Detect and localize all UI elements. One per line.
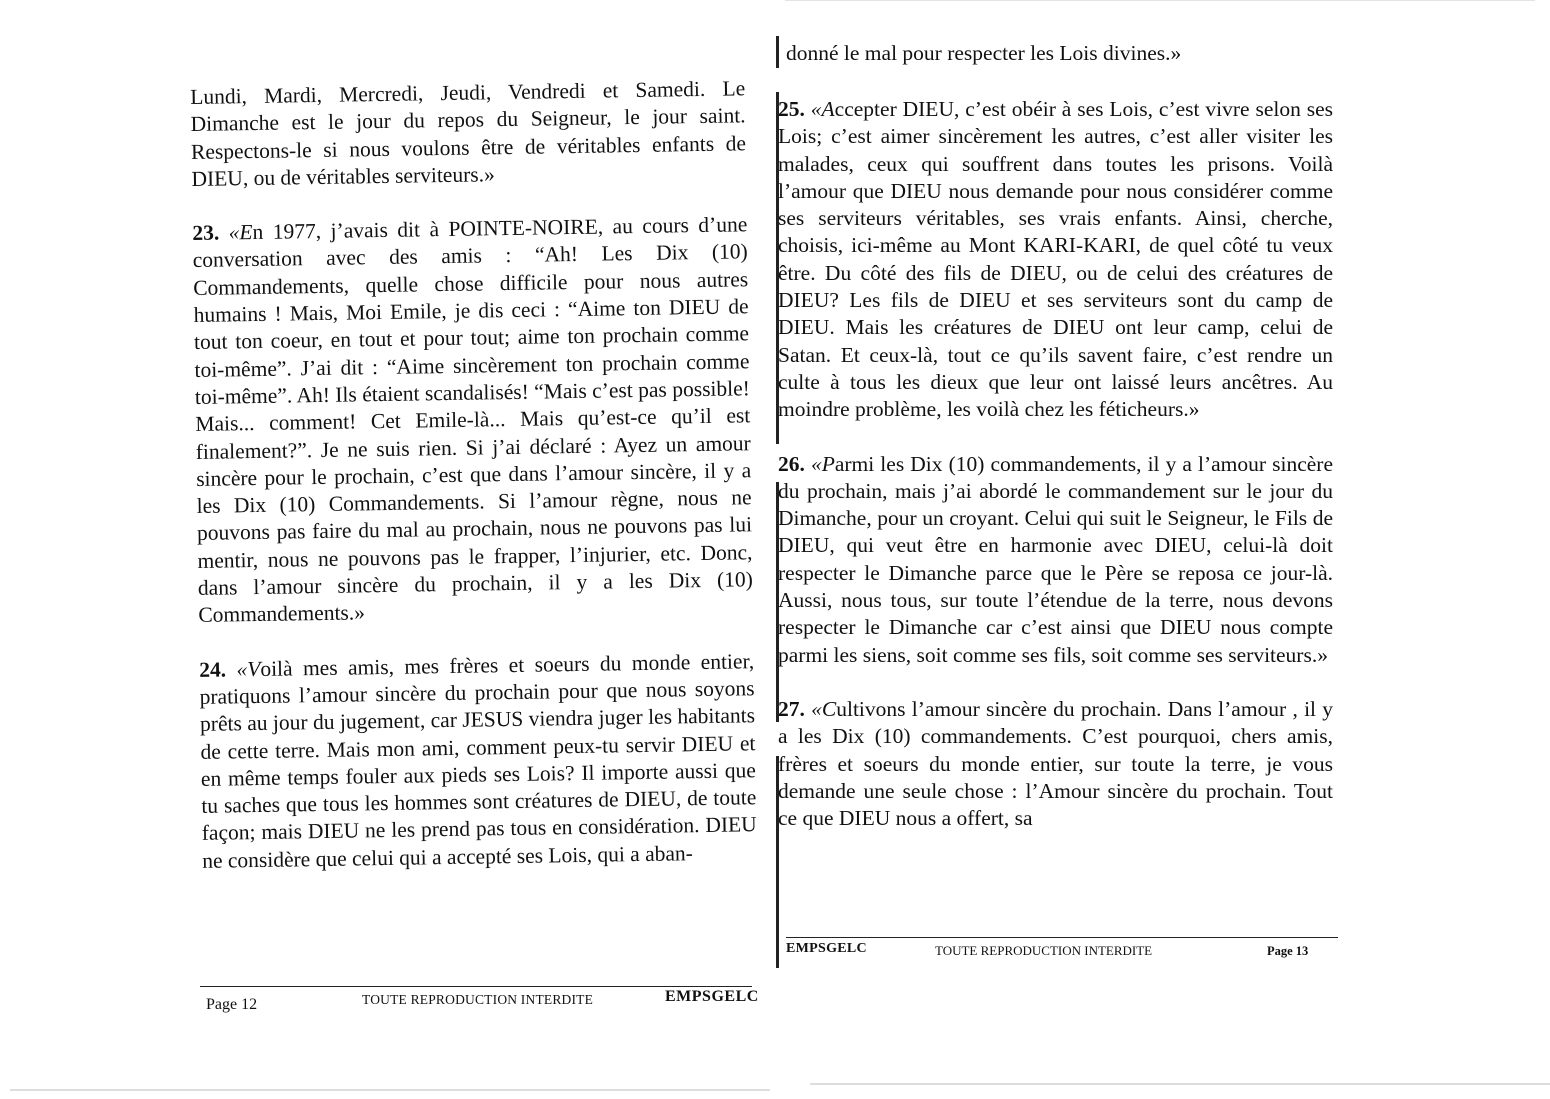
page-number: Page 13 (1267, 944, 1309, 958)
paragraph-27 (778, 696, 1333, 832)
paragraph-lead: «V (236, 656, 261, 681)
paragraph-continuation (190, 75, 747, 193)
paragraph-24 (199, 648, 757, 875)
scan-edge (785, 0, 1535, 1)
paragraph-number: 25. (778, 97, 805, 121)
paragraph-lead: «E (228, 220, 253, 245)
paragraph-number: 27. (778, 696, 805, 721)
paragraph-text: n 1977, j’avais dit à POINTE-NOIRE, au cours d’une conversation avec des amis : “Ah! Les Dix (10) Commandements, quelle chose difficile pour nous autres humains ! Mais, Moi Emile, je dis ceci : “Aime ton DIEU de tout ton coeur, en tout et pour tout; aime ton prochain comme toi-même”. J’ai dit : “Aime sincèrement ton prochain comme toi-même”. Ah! Ils étaient scandalisés! “Mais c’est pas possible! Mais... comment! Cet Emile-là... Mais qu’est-ce qu’il est finalement?”. Je ne suis rien. Si j’ai déclaré : Ayez un amour sincère pour le prochain, c’est que dans l’amour sincère, il y a les Dix (10) Commandements. Si l’amour règne, nous ne pouvons pas faire du mal au prochain, nous ne pouvons pas lui mentir, nous ne pouvons pas le frapper, l’injurier, etc. Donc, dans l’amour sincère du prochain, il y a les Dix (10) Commandements.» (192, 212, 754, 628)
paragraph-lead: «P (810, 451, 835, 476)
left-text-column (190, 75, 757, 875)
page-number: Page 12 (206, 996, 258, 1013)
footer-rule (786, 937, 1338, 938)
paragraph-text: oilà mes amis, mes frères et soeurs du monde entier, pratiquons l’amour sincère du prochain pour que nous soyons prêts au jour du jugement, car JESUS viendra juger les habitants de cette terre. Mais mon ami, comment peux-tu servir DIEU et en même temps fouler aux pieds ses Lois? Il importe aussi que tu saches que tous les hommes sont créatures de DIEU, de toute façon; mais DIEU ne les prend pas tous en considération. DIEU ne considère que celui qui a accepté ses Lois, qui a aban- (199, 648, 757, 873)
continuation-line: donné le mal pour respecter les Lois divines.» (786, 41, 1182, 65)
paragraph-text: armi les Dix (10) commandements, il y a l’amour sincère du prochain, mais j’ai abordé le commandement sur le jour du Dimanche, pour un croyant. Celui qui suit le Seigneur, le Fils de DIEU, qui veut être en harmonie avec DIEU, celui-là doit respecter le Dimanche parce que le Père se reposa ce jour-là. Aussi, nous tous, sur toute l’étendue de la terre, nous devons respecter le Dimanche car c’est ainsi que DIEU nous compte parmi les siens, soit comme ses fils, soit comme ses serviteurs.» (778, 451, 1334, 667)
paragraph-number: 24. (199, 657, 227, 682)
publisher-code: EMPSGELC (665, 988, 759, 1005)
scan-edge (810, 1083, 1550, 1085)
scan-edge (10, 1089, 770, 1091)
paragraph-23 (192, 211, 753, 629)
paragraph-text: ccepter DIEU, c’est obéir à ses Lois, c’est vivre selon ses Lois; c’est aimer sincèrement les autres, c’est aller visiter les malades, ceux qui souffrent dans toutes les prisons. Voilà l’amour que DIEU nous demande pour nous considérer comme ses serviteurs véritables, ses vrais enfants. Ainsi, cherche, choisis, ici-même au Mont KARI-KARI, de quel côté tu veux être. Du côté des fils de DIEU, ou de celui des créatures de DIEU? Les fils de DIEU et ses serviteurs sont du camp de DIEU. Mais les créatures de DIEU ont leur camp, celui de Satan. Et ceux-là, tout ce qu’ils savent faire, c’est rendre un culte à tous les dieux que leur ont laissé leurs ancêtres. Au moindre problème, les voilà chez les féticheurs.» (778, 97, 1334, 422)
paragraph-lead: «C (811, 696, 837, 721)
paragraph-25 (778, 96, 1333, 424)
publisher-code: EMPSGELC (786, 941, 867, 956)
footer-rule (200, 986, 752, 987)
paragraph-text: ultivons l’amour sincère du prochain. Dans l’amour , il y a les Dix (10) commandements. C’est pourquoi, chers amis, frères et soeurs du monde entier, sur toute la terre, je vous demande une seule chose : l’Amour sincère du prochain. Tout ce que DIEU nous a offert, sa (778, 696, 1334, 831)
paragraph-lead: «A (810, 97, 835, 121)
binding-shadow (776, 36, 779, 68)
copyright-notice: TOUTE REPRODUCTION INTERDITE (935, 943, 1153, 958)
paragraph-text: Lundi, Mardi, Mercredi, Jeudi, Vendredi et Samedi. Le Dimanche est le jour du repos du Seigneur, le jour saint. Respectons-le si nous voulons être de véritables enfants de DIEU, ou de véritables serviteurs.» (190, 76, 747, 191)
copyright-notice: TOUTE REPRODUCTION INTERDITE (362, 992, 594, 1007)
paragraph-number: 23. (192, 220, 220, 246)
right-text-column (778, 96, 1333, 832)
paragraph-26 (778, 451, 1333, 669)
paragraph-number: 26. (778, 451, 805, 476)
